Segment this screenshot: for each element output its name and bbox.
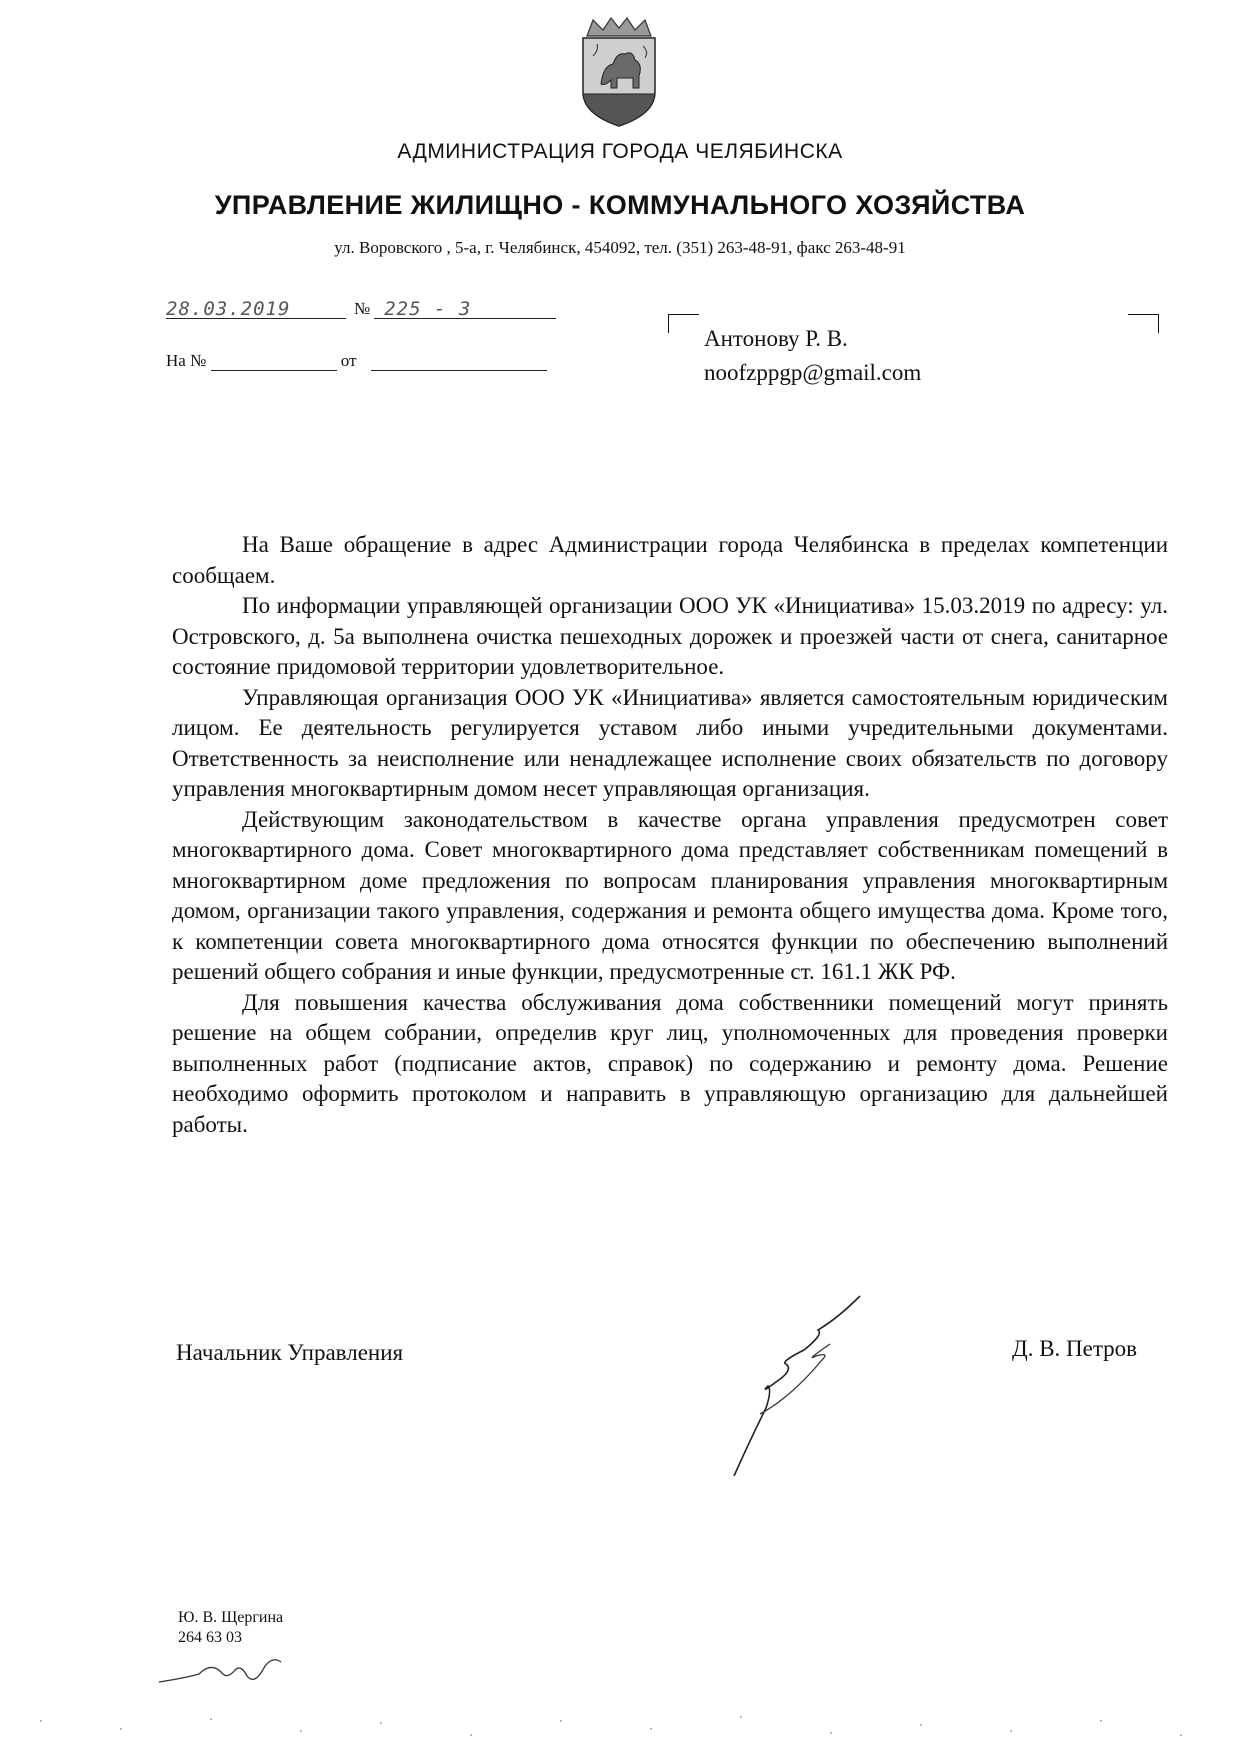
number-label: № bbox=[354, 299, 371, 318]
addressee-name: Антонову Р. В. bbox=[704, 326, 848, 351]
executor-initials-mark bbox=[155, 1652, 285, 1688]
from-label: от bbox=[340, 351, 357, 370]
department-name: УПРАВЛЕНИЕ ЖИЛИЩНО - КОММУНАЛЬНОГО ХОЗЯЙСТВА bbox=[214, 190, 1026, 220]
reference-number-field bbox=[211, 350, 337, 371]
department-address: ул. Воровского , 5-а, г. Челябинск, 454092, тел. (351) 263-48-91, факс 263-48-91 bbox=[334, 238, 906, 257]
executor-name: Ю. В. Щергина bbox=[178, 1609, 284, 1626]
scan-artifacts bbox=[0, 1700, 1240, 1750]
reference-line bbox=[166, 350, 547, 371]
body-paragraph: Действующим законодательством в качестве органа управления предусмотрен совет многоквартирного дома. Совет многоквартирного дома представляет собственникам помещений в многоквартирном доме предложения по вопросам планирования управления многоквартирным домом, организации такого управления, содержания и ремонта общего имущества дома. Кроме того, к компетенции совета многоквартирного дома относятся функции по обеспечению выполнений решений общего собрания и иные функции, предусмотренные ст. 161.1 ЖК РФ. bbox=[172, 806, 1168, 984]
signatory-name: Д. В. Петров bbox=[1012, 1336, 1138, 1361]
reference-label: На № bbox=[166, 351, 207, 370]
handwritten-signature bbox=[720, 1290, 880, 1480]
registration-number: 225 - 3 bbox=[374, 298, 556, 319]
addressee-email: noofzppgp@gmail.com bbox=[704, 360, 922, 385]
signatory-title: Начальник Управления bbox=[176, 1340, 404, 1365]
addressee-bracket-left bbox=[668, 314, 699, 333]
executor-phone: 264 63 03 bbox=[178, 1629, 242, 1646]
executor-block bbox=[178, 1608, 283, 1648]
addressee-bracket-right bbox=[1128, 314, 1159, 333]
body-paragraph: Для повышения качества обслуживания дома собственники помещений могут принять решение на общем собрании, определив круг лиц, уполномоченных для проведения проверки выполненных работ (подписание актов, справок) по содержанию и ремонту дома. Решение необходимо оформить протоколом и направить в управляющую организацию для дальнейшей работы. bbox=[172, 989, 1168, 1137]
coat-of-arms-icon bbox=[573, 16, 665, 128]
letter-body bbox=[172, 530, 1168, 1140]
body-paragraph: По информации управляющей организации ООО УК «Инициатива» 15.03.2019 по адресу: ул. Островского, д. 5а выполнена очистка пешеходных дорожек и проезжей части от снега, санитарное состояние придомовой территории удовлетворительное. bbox=[172, 593, 1168, 679]
body-paragraph: На Ваше обращение в адрес Администрации города Челябинска в пределах компетенции сообщаем. bbox=[172, 532, 1168, 588]
registration-date-number-line bbox=[166, 298, 556, 319]
organization-name: АДМИНИСТРАЦИЯ ГОРОДА ЧЕЛЯБИНСКА bbox=[397, 140, 843, 163]
body-paragraph: Управляющая организация ООО УК «Инициатива» является самостоятельным юридическим лицом. Ее деятельность регулируется уставом либо иными учредительными документами. Ответственность за неисполнение или ненадлежащее исполнение своих обязательств по договору управления многоквартирным домом несет управляющая организация. bbox=[172, 684, 1168, 801]
reference-date-field bbox=[371, 350, 547, 371]
addressee-block bbox=[704, 322, 921, 390]
registration-date: 28.03.2019 bbox=[166, 298, 346, 319]
